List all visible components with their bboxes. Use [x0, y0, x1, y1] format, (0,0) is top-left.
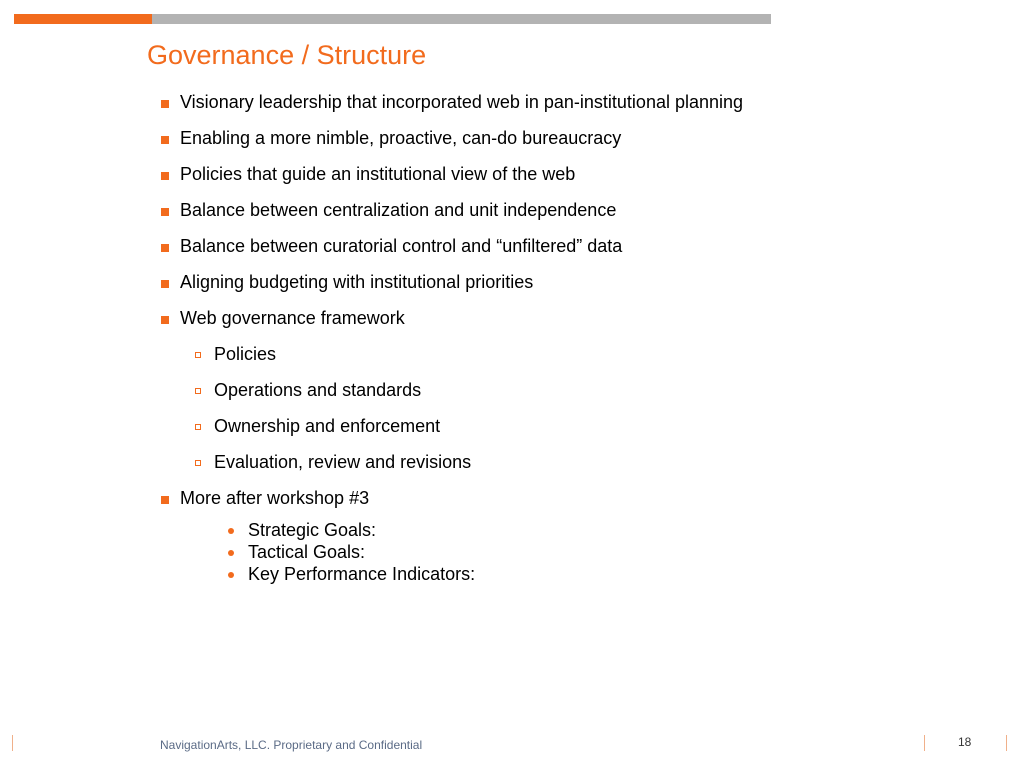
square-bullet-icon [161, 172, 169, 180]
hollow-square-bullet-icon [195, 388, 201, 394]
footer-tick-right [924, 735, 925, 751]
square-bullet-icon [161, 244, 169, 252]
square-bullet-icon [161, 100, 169, 108]
footer-confidential-text: NavigationArts, LLC. Proprietary and Confidential [160, 738, 423, 752]
hollow-square-bullet-icon [195, 352, 201, 358]
hollow-square-bullet-icon [195, 424, 201, 430]
header-bar-accent [14, 14, 152, 24]
footer-tick-edge [1006, 735, 1007, 751]
header-bar [14, 14, 771, 24]
square-bullet-icon [161, 496, 169, 504]
page-number: 18 [958, 735, 972, 749]
hollow-square-bullet-icon [195, 460, 201, 466]
footer-tick-left [12, 735, 13, 751]
square-bullet-icon [161, 316, 169, 324]
header-bar-rule [152, 14, 771, 24]
square-bullet-icon [161, 136, 169, 144]
square-bullet-icon [161, 208, 169, 216]
slide-title: Governance / Structure [147, 40, 427, 70]
dot-bullet-icon [228, 550, 234, 556]
square-bullet-icon [161, 280, 169, 288]
dot-bullet-icon [228, 528, 234, 534]
dot-bullet-icon [228, 572, 234, 578]
